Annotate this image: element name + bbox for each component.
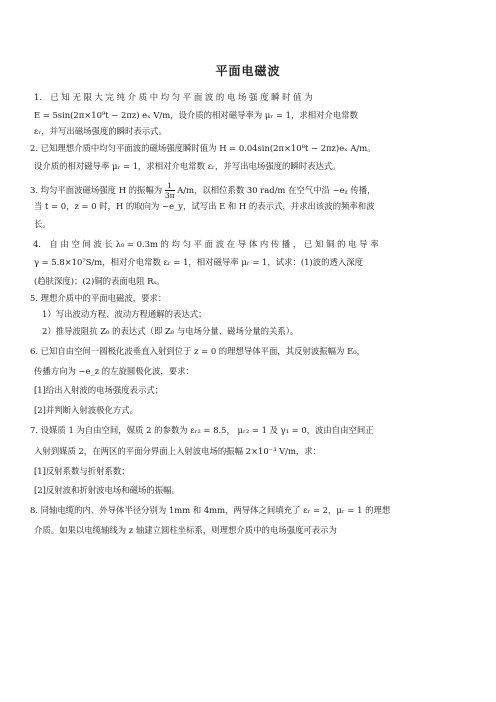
q7-line-4: [2]反射波和折射波电场和磁场的振幅。 [34, 485, 180, 495]
q3-line-1-text: 3. 均匀平面波磁场强度 H 的振幅为 [30, 185, 163, 195]
q3-line-1 [30, 181, 376, 200]
q7-line-1: 7. 设媒质 1 为自由空间，媒质 2 的参数为 εᵣ₂ = 8.5， μᵣ₂ = 1 及 γ₁ = 0，波由自由空间正 [30, 425, 374, 435]
q6-line-4: [2]并判断入射波极化方式。 [34, 405, 138, 415]
q8-line-2: 介质。如果以电缆轴线为 z 轴建立圆柱坐标系，则理想介质中的电场强度可表示为 [34, 525, 337, 535]
q3-line-2: 当 t = 0，z = 0 时，H 的取向为 −e_y，试写出 E 和 H 的表示式，并求出该波的频率和波 [34, 201, 375, 211]
q4-line-3: (趋肤深度)；(2)铜的表面电阻 Rₛ。 [34, 276, 165, 286]
q3-fraction-denominator: 3π [164, 191, 175, 200]
q6-line-3: [1]给出入射波的电场强度表示式； [34, 385, 164, 395]
q1-line-1: 1． 已 知 无 限 大 完 纯 介 质 中 均 匀 平 面 波 的 电 场 强 度 瞬 时 值 为 [34, 92, 313, 102]
q5-line-1: 5. 理想介质中的平面电磁波，要求： [30, 293, 167, 303]
q6-line-2: 传播方向为 −e_z 的左旋圆极化波，要求： [34, 366, 194, 376]
q3-line-3: 长。 [34, 219, 51, 229]
page-title: 平面电磁波 [215, 64, 281, 78]
q1-line-3: εᵣ，并写出磁场强度的瞬时表示式。 [34, 126, 167, 136]
q3-amplitude-unit: A/m [177, 185, 195, 195]
q8-line-1: 8. 同轴电缆的内、外导体半径分别为 1mm 和 4mm，两导体之间填充了 εᵣ = 2，μᵣ = 1 的理想 [30, 505, 391, 515]
q4-line-1: 4． 自 由 空 间 波 长 λ₀ = 0.3m 的 均 匀 平 面 波 在 导 体 内 传 播 ， 已 知 铜 的 电 导 率 [33, 239, 379, 249]
q7-line-3: [1]反射系数与折射系数； [34, 466, 130, 476]
q3-line-1-tail: ，以相位系数 30 rad/m 在空气中沿 −eᵪ 传播， [194, 185, 376, 195]
q3-amplitude-fraction [165, 181, 175, 200]
q3-fraction-numerator: 1 [165, 181, 175, 191]
q1-line-2: E = 5sin(2π×10⁹t − 2πz) eₓ V/m，设介质的相对磁导率为 μᵣ = 1，求相对介电常数 [34, 110, 358, 120]
q4-line-2: γ = 5.8×10⁷S/m，相对介电常数 εᵣ = 1，相对磁导率 μᵣ = 1，试求：(1)波的透入深度 [34, 257, 363, 267]
q6-line-1: 6. 已知自由空间一圆极化波垂直入射到位于 z = 0 的理想导体平面，其反射波振幅为 E₀， [30, 346, 365, 356]
q5-line-3: 2）推导波阻抗 Z₀ 的表达式（即 Z₀ 与电场分量、磁场分量的关系）。 [42, 326, 299, 336]
q5-line-2: 1）写出波动方程、波动方程通解的表达式； [42, 309, 207, 319]
q2-line-1: 2. 已知理想介质中均匀平面波的磁场强度瞬时值为 H = 0.04sin(2π×10⁸t − 2πz)eₓ A/m。 [30, 143, 376, 153]
q2-line-2: 设介质的相对磁导率 μᵣ = 1，求相对介电常数 εᵣ，并写出电场强度的瞬时表达式。 [34, 161, 341, 171]
q7-line-2: 入射到媒质 2，在两区的平面分界面上入射波电场的振幅 2×10⁻³ V/m，求： [34, 446, 322, 456]
